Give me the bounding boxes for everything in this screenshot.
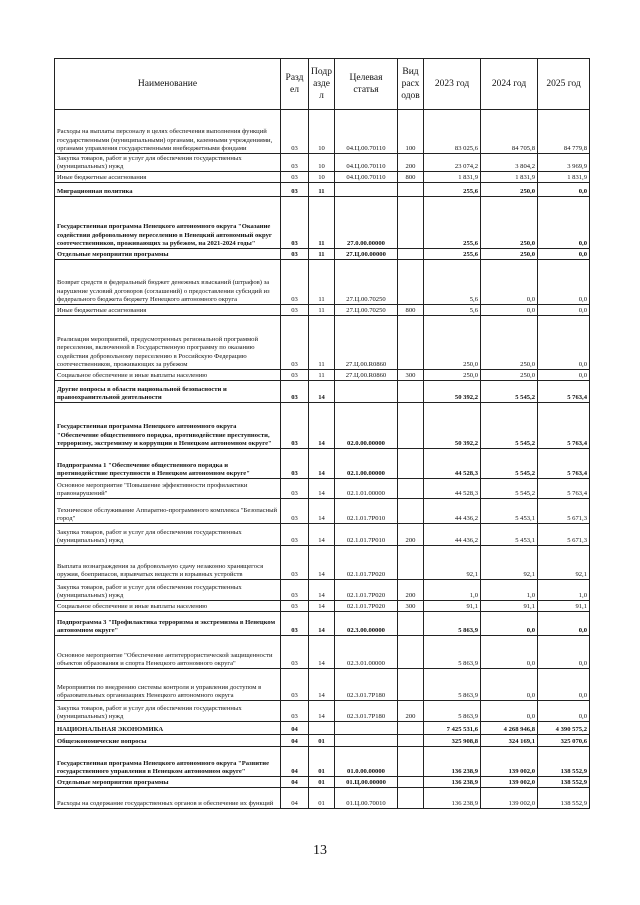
row-razdel: 03 [281,701,309,722]
row-value-2023: 255,6 [424,183,481,197]
row-podrazdel: 10 [309,110,335,154]
row-vid-rashodov: 300 [398,370,424,381]
table-row [55,580,590,601]
row-razdel: 03 [281,260,309,305]
row-name: Социальное обеспечение и иные выплаты населению [55,370,281,381]
row-celevaya-statya: 02.1.01.7Р010 [335,499,398,524]
row-value-2025: 0,0 [538,669,590,701]
row-podrazdel: 01 [309,777,335,788]
row-podrazdel: 10 [309,172,335,183]
row-value-2025: 0,0 [538,197,590,249]
row-value-2024: 1 831,9 [481,172,538,183]
row-razdel: 03 [281,669,309,701]
table-row [55,479,590,499]
row-value-2024: 1,0 [481,580,538,601]
row-value-2025: 0,0 [538,183,590,197]
table-header-row [55,59,590,110]
table-row [55,154,590,172]
row-razdel: 04 [281,735,309,747]
row-podrazdel: 11 [309,370,335,381]
row-celevaya-statya: 02.3.01.00000 [335,636,398,669]
row-value-2023: 50 392,2 [424,403,481,449]
row-vid-rashodov [398,669,424,701]
row-podrazdel: 14 [309,381,335,403]
row-value-2024: 250,0 [481,183,538,197]
header-year-2024: 2024 год [481,59,538,110]
row-value-2025: 0,0 [538,316,590,370]
table-row [55,499,590,524]
row-value-2023: 7 425 531,6 [424,722,481,735]
row-celevaya-statya: 04.Ц.00.70110 [335,172,398,183]
row-vid-rashodov [398,249,424,260]
row-value-2025: 0,0 [538,701,590,722]
row-value-2025: 0,0 [538,636,590,669]
row-podrazdel: 11 [309,305,335,316]
row-celevaya-statya: 27.Ц.00.70250 [335,305,398,316]
row-value-2023: 5 863,9 [424,701,481,722]
row-podrazdel: 14 [309,601,335,612]
header-year-2025: 2025 год [538,59,590,110]
row-value-2024: 0,0 [481,701,538,722]
row-value-2024: 250,0 [481,316,538,370]
table-row [55,249,590,260]
row-name: Расходы на выплаты персоналу в целях обеспечения выполнения функций государственными (муниципальными) органами, казенными учреждениями, органами управления государственными внебюджетными фондами [55,110,281,154]
row-value-2025: 138 552,9 [538,777,590,788]
row-podrazdel: 11 [309,197,335,249]
row-value-2023: 255,6 [424,249,481,260]
row-name: Основное мероприятие "Повышение эффективности профилактики правонарушений" [55,479,281,499]
row-value-2024: 5 453,1 [481,524,538,546]
row-vid-rashodov [398,183,424,197]
row-celevaya-statya: 27.Ц.00.R0860 [335,316,398,370]
table-row [55,183,590,197]
row-celevaya-statya: 04.Ц.00.70110 [335,110,398,154]
table-row [55,370,590,381]
row-podrazdel: 14 [309,499,335,524]
row-name: Государственная программа Ненецкого автономного округа "Оказание содействия добровольному переселению в Ненецкий автономный округ соотечественников, проживающих за рубежом, на 2021-2024 годы" [55,197,281,249]
row-vid-rashodov [398,403,424,449]
row-razdel: 03 [281,524,309,546]
row-vid-rashodov: 800 [398,172,424,183]
row-razdel: 03 [281,249,309,260]
row-podrazdel: 14 [309,449,335,479]
row-value-2024: 92,1 [481,546,538,580]
row-value-2024: 250,0 [481,197,538,249]
table-row [55,110,590,154]
row-razdel: 04 [281,722,309,735]
row-value-2023: 44 436,2 [424,499,481,524]
row-podrazdel: 10 [309,154,335,172]
row-value-2023: 5,6 [424,305,481,316]
row-celevaya-statya: 02.1.01.7Р010 [335,524,398,546]
row-podrazdel: 14 [309,580,335,601]
row-value-2024: 0,0 [481,260,538,305]
table-row [55,669,590,701]
row-value-2025: 5 763,4 [538,403,590,449]
header-name: Наименование [55,59,281,110]
row-value-2025: 325 070,6 [538,735,590,747]
row-value-2024: 91,1 [481,601,538,612]
row-vid-rashodov [398,260,424,305]
row-celevaya-statya: 02.1.01.7Р020 [335,601,398,612]
row-value-2025: 5 671,3 [538,524,590,546]
row-name: Закупка товаров, работ и услуг для обеспечения государственных (муниципальных) нужд [55,154,281,172]
row-celevaya-statya [335,735,398,747]
row-value-2024: 5 545,2 [481,403,538,449]
table-row [55,403,590,449]
table-row [55,788,590,809]
row-value-2025: 0,0 [538,249,590,260]
row-podrazdel: 11 [309,316,335,370]
row-razdel: 03 [281,403,309,449]
row-name: Отдельные мероприятия программы [55,777,281,788]
table-row [55,260,590,305]
row-value-2023: 92,1 [424,546,481,580]
row-podrazdel: 14 [309,546,335,580]
row-name: Закупка товаров, работ и услуг для обеспечения государственных (муниципальных) нужд [55,524,281,546]
row-name: Подпрограмма 1 "Обеспечение общественного порядка и противодействие преступности в Ненецком автономном округе" [55,449,281,479]
row-value-2024: 139 002,0 [481,788,538,809]
row-value-2025: 4 390 575,2 [538,722,590,735]
row-value-2025: 5 763,4 [538,449,590,479]
row-razdel: 03 [281,110,309,154]
header-celevaya-statya: Целевая статья [335,59,398,110]
row-razdel: 03 [281,601,309,612]
table-row [55,612,590,636]
row-value-2023: 5 863,9 [424,669,481,701]
row-podrazdel: 14 [309,612,335,636]
row-vid-rashodov [398,499,424,524]
row-podrazdel: 11 [309,260,335,305]
row-value-2023: 5,6 [424,260,481,305]
row-name: Государственная программа Ненецкого автономного округа "Обеспечение общественного порядка, противодействие преступности, терроризму, экстремизму и коррупции в Ненецком автономном округе" [55,403,281,449]
row-value-2023: 5 863,9 [424,612,481,636]
table-row [55,747,590,777]
row-name: Отдельные мероприятия программы [55,249,281,260]
row-value-2025: 1 831,9 [538,172,590,183]
row-value-2023: 5 863,9 [424,636,481,669]
row-celevaya-statya: 02.3.01.7Р180 [335,669,398,701]
row-vid-rashodov [398,788,424,809]
row-value-2024: 324 169,1 [481,735,538,747]
row-vid-rashodov: 200 [398,154,424,172]
row-value-2023: 136 238,9 [424,777,481,788]
row-name: Техническое обслуживание Аппаратно-программного комплекса "Безопасный город" [55,499,281,524]
row-razdel: 03 [281,183,309,197]
row-vid-rashodov [398,636,424,669]
row-celevaya-statya: 27.0.00.00000 [335,197,398,249]
table-row [55,777,590,788]
row-name: Основное мероприятие "Обеспечение антитеррористической защищенности объектов образования и спорта Ненецкого автономного округа" [55,636,281,669]
row-name: НАЦИОНАЛЬНАЯ ЭКОНОМИКА [55,722,281,735]
row-value-2024: 0,0 [481,612,538,636]
row-vid-rashodov [398,735,424,747]
row-value-2024: 5 545,2 [481,449,538,479]
row-name: Миграционная политика [55,183,281,197]
row-name: Возврат средств в федеральный бюджет денежных взысканий (штрафов) за нарушение условий договоров (соглашений) о предоставлении субсидий из федерального бюджета бюджету Ненецкого автономного округа [55,260,281,305]
table-row [55,316,590,370]
row-razdel: 03 [281,381,309,403]
row-razdel: 04 [281,777,309,788]
row-value-2025: 5 763,4 [538,381,590,403]
table-row [55,722,590,735]
row-value-2023: 91,1 [424,601,481,612]
row-value-2024: 0,0 [481,636,538,669]
row-value-2023: 50 392,2 [424,381,481,403]
row-name: Закупка товаров, работ и услуг для обеспечения государственных (муниципальных) нужд [55,701,281,722]
row-name: Общеэкономические вопросы [55,735,281,747]
row-celevaya-statya: 02.1.01.7Р020 [335,546,398,580]
row-razdel: 03 [281,499,309,524]
header-year-2023: 2023 год [424,59,481,110]
row-vid-rashodov [398,381,424,403]
row-value-2024: 250,0 [481,370,538,381]
row-value-2024: 0,0 [481,305,538,316]
row-vid-rashodov: 100 [398,110,424,154]
row-podrazdel [309,722,335,735]
row-value-2023: 250,0 [424,370,481,381]
row-value-2025: 5 763,4 [538,479,590,499]
row-name: Подпрограмма 3 "Профилактика терроризма и экстремизма в Ненецком автономном округе" [55,612,281,636]
budget-table [54,58,590,809]
row-razdel: 03 [281,479,309,499]
row-razdel: 04 [281,788,309,809]
row-celevaya-statya: 02.0.00.00000 [335,403,398,449]
row-value-2023: 1,0 [424,580,481,601]
row-podrazdel: 01 [309,735,335,747]
row-razdel: 03 [281,612,309,636]
row-value-2025: 84 779,8 [538,110,590,154]
row-value-2025: 0,0 [538,370,590,381]
table-row [55,701,590,722]
header-podrazdel: Подр азде л [309,59,335,110]
row-vid-rashodov: 200 [398,524,424,546]
row-celevaya-statya [335,381,398,403]
row-value-2025: 91,1 [538,601,590,612]
row-name: Иные бюджетные ассигнования [55,305,281,316]
row-value-2024: 139 002,0 [481,777,538,788]
row-podrazdel: 01 [309,747,335,777]
row-celevaya-statya: 01.Ц.00.00000 [335,777,398,788]
row-name: Иные бюджетные ассигнования [55,172,281,183]
header-razdel: Разд ел [281,59,309,110]
row-vid-rashodov [398,449,424,479]
row-celevaya-statya: 01.0.00.00000 [335,747,398,777]
table-body [55,110,590,809]
table-row [55,735,590,747]
table-row [55,305,590,316]
row-razdel: 04 [281,747,309,777]
row-value-2025: 92,1 [538,546,590,580]
row-value-2023: 83 025,6 [424,110,481,154]
row-value-2025: 1,0 [538,580,590,601]
row-name: Расходы на содержание государственных органов и обеспечение их функций [55,788,281,809]
row-name: Закупка товаров, работ и услуг для обеспечения государственных (муниципальных) нужд [55,580,281,601]
row-vid-rashodov: 200 [398,580,424,601]
row-value-2024: 84 705,8 [481,110,538,154]
row-podrazdel: 14 [309,669,335,701]
row-razdel: 03 [281,305,309,316]
row-celevaya-statya [335,183,398,197]
row-vid-rashodov [398,747,424,777]
table-row [55,449,590,479]
row-podrazdel: 14 [309,403,335,449]
row-vid-rashodov [398,777,424,788]
row-value-2025: 5 671,3 [538,499,590,524]
row-value-2025: 3 969,9 [538,154,590,172]
row-razdel: 03 [281,316,309,370]
row-value-2024: 139 002,0 [481,747,538,777]
row-value-2025: 138 552,9 [538,788,590,809]
row-vid-rashodov: 300 [398,601,424,612]
row-razdel: 03 [281,172,309,183]
row-value-2025: 0,0 [538,305,590,316]
row-vid-rashodov: 200 [398,701,424,722]
table-row [55,636,590,669]
row-value-2024: 0,0 [481,669,538,701]
row-celevaya-statya: 04.Ц.00.70110 [335,154,398,172]
row-razdel: 03 [281,636,309,669]
row-podrazdel: 11 [309,249,335,260]
row-value-2023: 1 831,9 [424,172,481,183]
row-vid-rashodov [398,722,424,735]
row-podrazdel: 14 [309,701,335,722]
row-razdel: 03 [281,154,309,172]
header-vid-rashodov: Вид расх одов [398,59,424,110]
row-value-2023: 136 238,9 [424,788,481,809]
row-podrazdel: 01 [309,788,335,809]
table-row [55,601,590,612]
table-row [55,172,590,183]
row-name: Мероприятия по внедрению системы контроля и управления доступом в образовательных организациях Ненецкого автономного округа [55,669,281,701]
row-value-2023: 44 436,2 [424,524,481,546]
row-value-2024: 3 804,2 [481,154,538,172]
row-name: Социальное обеспечение и иные выплаты населению [55,601,281,612]
row-name: Реализация мероприятий, предусмотренных региональной программой переселения, включенной в Государственную программу по оказанию содействия добровольному переселению в Российскую Федерацию соотечественников, проживающих за рубежом [55,316,281,370]
row-value-2023: 255,6 [424,197,481,249]
row-value-2025: 138 552,9 [538,747,590,777]
row-razdel: 03 [281,370,309,381]
row-podrazdel: 14 [309,479,335,499]
row-value-2024: 4 268 946,8 [481,722,538,735]
row-value-2025: 0,0 [538,260,590,305]
table-row [55,546,590,580]
row-celevaya-statya: 02.1.00.00000 [335,449,398,479]
row-celevaya-statya: 27.Ц.00.R0860 [335,370,398,381]
row-vid-rashodov [398,546,424,580]
row-value-2024: 5 545,2 [481,381,538,403]
row-value-2023: 23 074,2 [424,154,481,172]
row-value-2023: 44 528,3 [424,449,481,479]
row-name: Государственная программа Ненецкого автономного округа "Развитие государственного управления в Ненецком автономном округе" [55,747,281,777]
row-vid-rashodov [398,479,424,499]
row-razdel: 03 [281,197,309,249]
row-vid-rashodov [398,197,424,249]
row-podrazdel: 14 [309,636,335,669]
row-podrazdel: 11 [309,183,335,197]
table-row [55,197,590,249]
row-razdel: 03 [281,580,309,601]
row-name: Другие вопросы в области национальной безопасности и правоохранительной деятельности [55,381,281,403]
row-razdel: 03 [281,546,309,580]
row-vid-rashodov [398,316,424,370]
row-value-2023: 44 528,3 [424,479,481,499]
row-value-2025: 0,0 [538,612,590,636]
table-row [55,381,590,403]
row-vid-rashodov [398,612,424,636]
row-value-2023: 250,0 [424,316,481,370]
row-value-2024: 5 453,1 [481,499,538,524]
row-vid-rashodov: 800 [398,305,424,316]
row-celevaya-statya: 01.Ц.00.70010 [335,788,398,809]
row-celevaya-statya: 02.1.01.7Р020 [335,580,398,601]
row-name: Выплата вознаграждения за добровольную сдачу незаконно хранящегося оружия, боеприпасов, взрывчатых веществ и взрывных устройств [55,546,281,580]
row-celevaya-statya: 02.3.01.7Р180 [335,701,398,722]
row-value-2024: 250,0 [481,249,538,260]
row-value-2023: 136 238,9 [424,747,481,777]
table-row [55,524,590,546]
row-celevaya-statya: 27.Ц.00.00000 [335,249,398,260]
row-celevaya-statya: 02.1.01.00000 [335,479,398,499]
row-celevaya-statya: 02.3.00.00000 [335,612,398,636]
row-value-2023: 325 908,8 [424,735,481,747]
row-podrazdel: 14 [309,524,335,546]
row-celevaya-statya: 27.Ц.00.70250 [335,260,398,305]
row-razdel: 03 [281,449,309,479]
row-celevaya-statya [335,722,398,735]
row-value-2024: 5 545,2 [481,479,538,499]
page-number: 13 [313,843,327,858]
